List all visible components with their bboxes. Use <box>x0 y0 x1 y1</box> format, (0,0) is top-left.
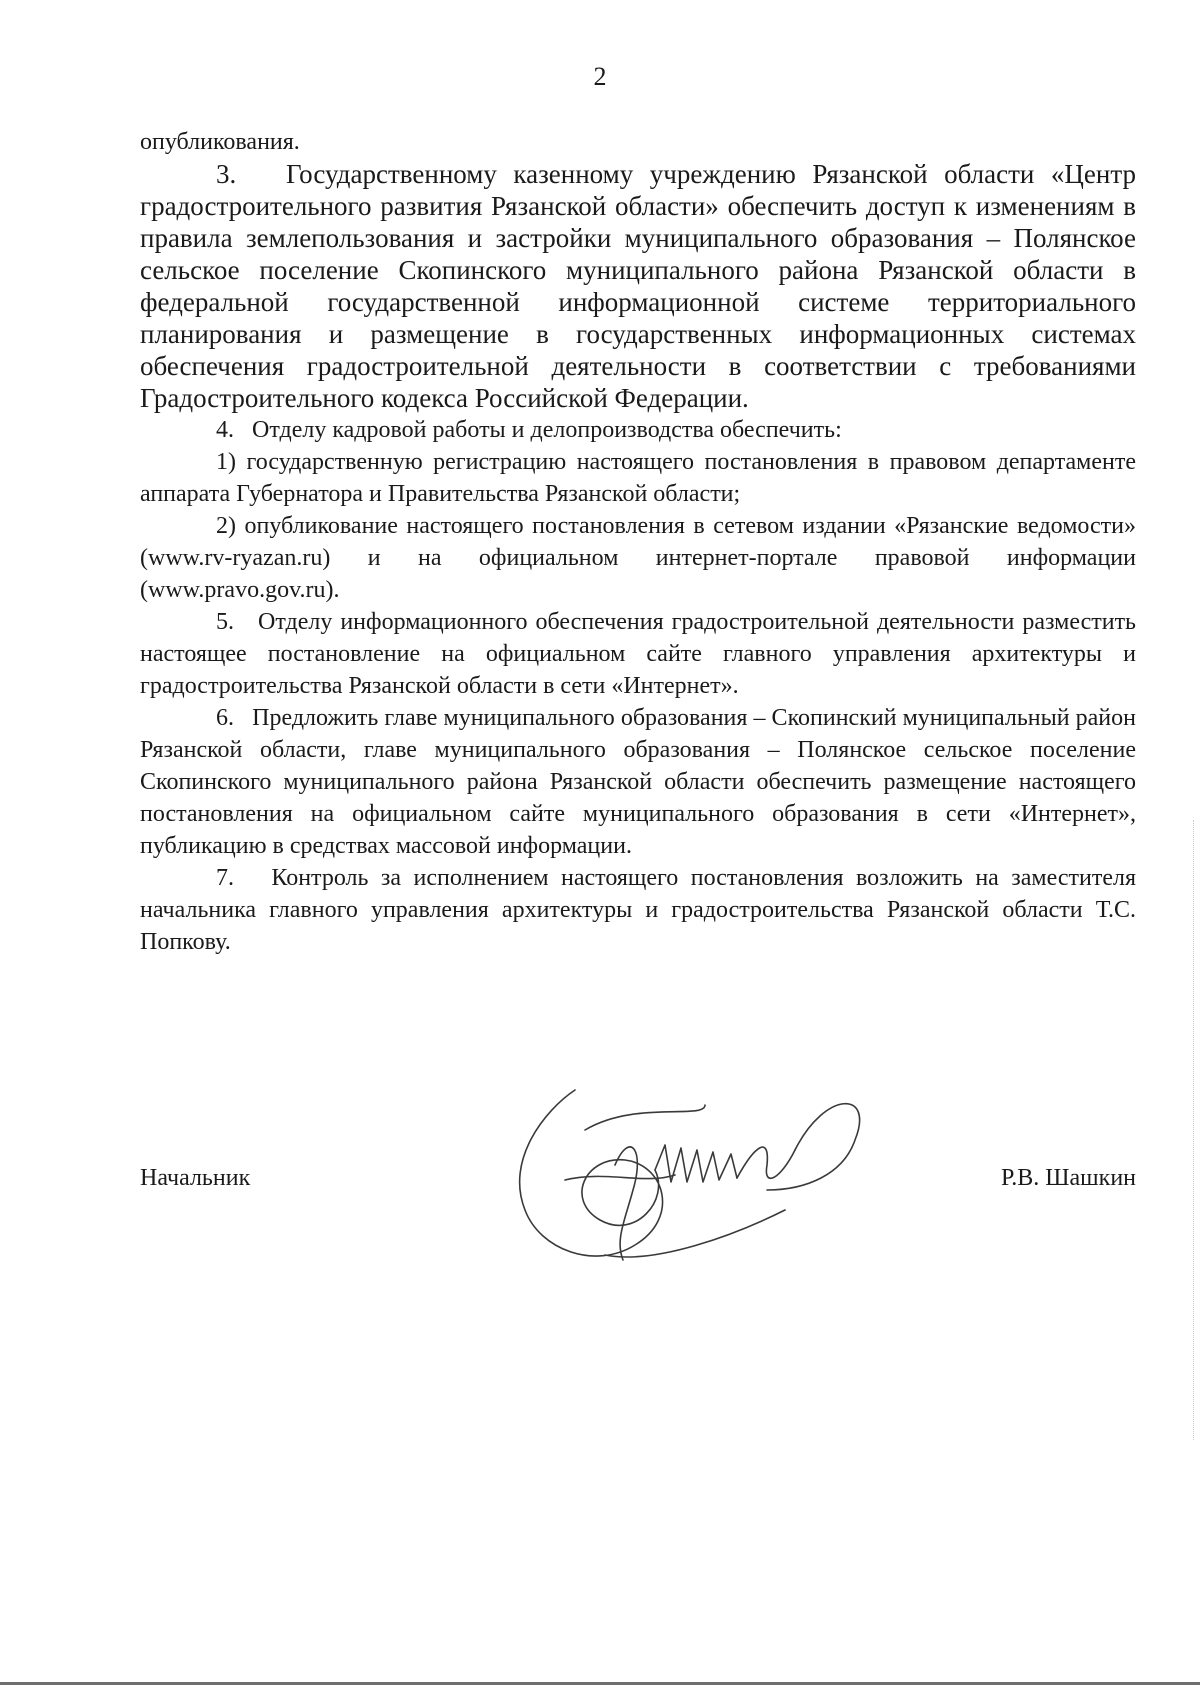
handwritten-signature-icon <box>505 1070 875 1280</box>
page-number: 2 <box>593 62 607 91</box>
paragraph-continuation: опубликования. <box>140 129 300 155</box>
scan-bottom-edge <box>0 1682 1200 1685</box>
paragraph-item-3: 3. Государственному казенному учреждению Рязанской области «Центр градостроительного развития Рязанской области» обеспечить доступ к изменениям в правила землепользования и застройки муниципального образования – Полянское сельское поселение Скопинского муниципального района Рязанской области в федеральной государственной информационной системе территориального планирования и размещение в государственных информационных системах обеспечения градостроительной деятельности в соответствии с требованиями Градостроительного кодекса Российской Федерации. <box>140 159 1136 413</box>
scan-edge-artifact <box>1192 820 1194 1440</box>
signatory-name: Р.В. Шашкин <box>1000 1165 1136 1191</box>
paragraph-item-4: 4. Отделу кадровой работы и делопроизводства обеспечить: <box>216 417 842 443</box>
paragraph-item-6: 6. Предложить главе муниципального образования – Скопинский муниципальный район Рязанской области, главе муниципального образования – Полянское сельское поселение Скопинского муниципального района Рязанской области обеспечить размещение настоящего постановления на официальном сайте муниципального образования в сети «Интернет», публикацию в средствах массовой информации. <box>140 705 1136 859</box>
paragraph-item-4-2: 2) опубликование настоящего постановления в сетевом издании «Рязанские ведомости» (www.rv-ryazan.ru) и на официальном интернет-портале правовой информации (www.pravo.gov.ru). <box>140 513 1136 603</box>
document-body <box>140 126 1136 958</box>
paragraph-item-5: 5. Отделу информационного обеспечения градостроительной деятельности разместить настоящее постановление на официальном сайте главного управления архитектуры и градостроительства Рязанской области в сети «Интернет». <box>140 609 1136 699</box>
paragraph-item-7: 7. Контроль за исполнением настоящего постановления возложить на заместителя начальника главного управления архитектуры и градостроительства Рязанской области Т.С. Попкову. <box>140 865 1136 955</box>
signatory-position: Начальник <box>140 1165 251 1191</box>
paragraph-item-4-1: 1) государственную регистрацию настоящего постановления в правовом департаменте аппарата Губернатора и Правительства Рязанской области; <box>140 449 1136 507</box>
